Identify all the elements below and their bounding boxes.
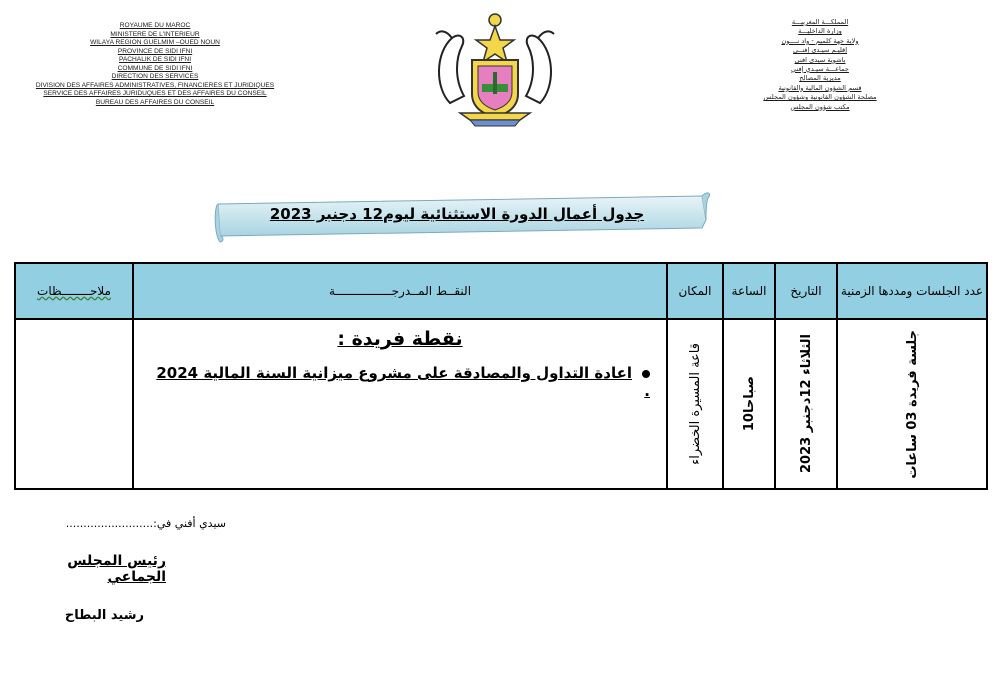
bullet-icon [642,370,650,378]
header-left-line: SERVICE DES AFFAIRES JURIDUQUES ET DES AFFAIRES DU CONSEIL [43,90,267,97]
header-right-line: مكتب شؤون المجلس [790,102,850,111]
cell-points [133,319,667,489]
header-right-line: إقليـم سيـدي إفنــي [792,46,848,55]
header-sessions: عدد الجلسات ومددها الزمنية [837,263,987,319]
header-right-line: باشوية سيدي افني [794,55,846,64]
point-item: اعادة التداول والمصادقة على مشروع ميزانية السنة المالية 2024 . [156,364,650,400]
header-right-line: المملكـــة المغربيـــة [791,18,849,26]
place-date-line: سيدي أفني في:......................... [65,517,226,530]
header-left-line: WILAYA REGION GUELMIM –OUED NOUN [90,39,220,46]
cell-time: 10صباحا [723,319,775,489]
point-title: نقطة فريدة : [337,328,463,350]
page-title: جدول أعمال الدورة الاستثنائية ليوم12 دجنبر 2023 [269,205,645,223]
cell-date: الثلاثاء 12دجنبر 2023 [775,319,837,489]
header-right-line: مصلحة الشؤون القانونية وشؤون المجلس [763,93,877,102]
header-left-line: MINISTERE DE L'INTERIEUR [110,30,200,38]
header-left-line: PACHALIK DE SIDI IFNI [118,56,192,63]
header-right-line: جماعـــة سيـدي إفني [791,65,849,74]
header-left-line: DIVISION DES AFFAIRES ADMINISTRATIVES, FINANCIERES ET JURIDIQUES [35,81,275,89]
header-date: التاريخ [775,263,837,319]
header-right-line: قسم الشؤون المالية والقانونية [778,83,862,92]
signatory-role: رئيس المجلس الجماعي [67,553,166,585]
agenda-table [14,262,988,490]
header-left-line: DIRECTION DES SERVICES [111,73,199,80]
header-notes: ملاحــــــــظات [15,263,133,319]
header-right-line: ولاية جهة كلميم - واد نــــون [781,36,859,45]
header-left-line: PROVINCE DE SIDI IFNI [117,47,193,55]
header-right-arabic [740,18,900,112]
table-row [15,319,987,489]
header-points: النقــط المــدرجــــــــــــــــة [133,263,667,319]
header-left-line: ROYAUME DU MAROC [119,22,191,29]
cell-sessions: جلسة فريدة 03 ساعات [837,319,987,489]
commune-emblem-icon [420,8,570,128]
table-header-row [15,263,987,319]
header-time: الساعة [723,263,775,319]
header-left-french [10,22,300,107]
cell-notes [15,319,133,489]
header-right-line: وزارة الداخليـــة [798,27,842,36]
header-right-line: مديرية المصالح [799,74,841,83]
header-left-line: BUREAU DES AFFAIRES DU CONSEIL [95,98,215,106]
signatory-name: رشيد البطاح [64,608,144,623]
cell-place: قاعة المسيرة الخضراء [667,319,723,489]
header-left-line: COMMUNE DE SIDI IFNI [117,64,193,72]
header-place: المكان [667,263,723,319]
